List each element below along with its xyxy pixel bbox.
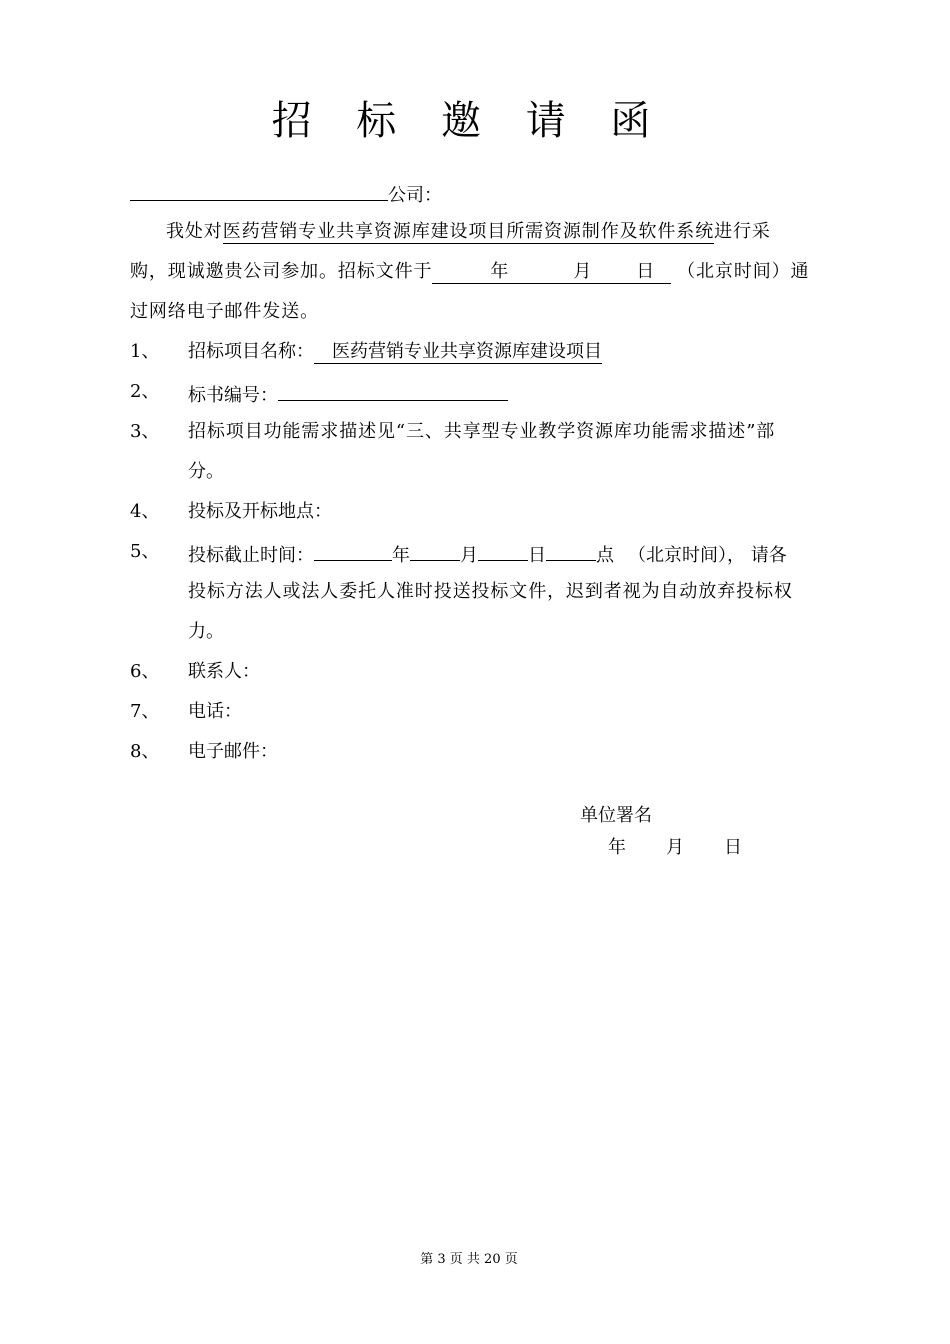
intro-line2-b: （北京时间）通: [677, 261, 810, 282]
company-suffix: 公司：: [388, 185, 442, 206]
item-4: 投标及开标地点：: [188, 501, 332, 522]
item-7-number: 7、: [130, 701, 160, 722]
intro-line-2: [130, 260, 809, 284]
item-5-line-1: 投标截止时间： 年 月 日 点 （北京时间）， 请各: [188, 540, 787, 568]
item-8: 电子邮件：: [188, 741, 278, 762]
intro-line-1: [166, 220, 771, 244]
item-5-line-3: 力。: [188, 621, 224, 642]
item-1-number: 1、: [130, 341, 160, 362]
page-title: 招 标 邀 请 函: [271, 98, 667, 144]
intro-suffix: 进行采: [714, 221, 771, 242]
item-6: 联系人：: [188, 661, 260, 682]
item-4-number: 4、: [130, 501, 160, 522]
intro-project-name: 医药营销专业共享资源库建设项目所需资源制作及软件系统: [222, 221, 715, 242]
page-footer: 第 3 页 共 20 页: [420, 1252, 518, 1267]
item-2: 标书编号：: [188, 380, 508, 408]
item-5-number: 5、: [130, 541, 160, 562]
item-1: 招标项目名称： 医药营销专业共享资源库建设项目: [188, 341, 602, 362]
intro-line-3: 过网络电子邮件发送。: [130, 301, 319, 322]
intro-date-blank: 年 月 日: [432, 261, 671, 284]
item-1-value: 医药营销专业共享资源库建设项目: [314, 341, 602, 364]
intro-prefix: 我处对: [166, 221, 223, 242]
company-blank: [130, 180, 388, 201]
item-7: 电话：: [188, 701, 242, 722]
item-5-line-2: 投标方法人或法人委托人准时投送投标文件，迟到者视为自动放弃投标权: [188, 581, 793, 602]
intro-line2-a: 购，现诚邀贵公司参加。招标文件于: [130, 261, 433, 282]
item-3-line-1: 招标项目功能需求描述见“三、共享型专业教学资源库功能需求描述”部: [188, 421, 776, 442]
item-2-number: 2、: [130, 381, 160, 402]
company-line: [130, 180, 442, 208]
item-8-number: 8、: [130, 741, 160, 762]
item-6-number: 6、: [130, 661, 160, 682]
bid-number-blank: [278, 380, 508, 401]
signature-date: 年 月 日: [608, 837, 742, 858]
signature-unit: 单位署名: [580, 805, 652, 826]
item-3-number: 3、: [130, 421, 160, 442]
item-3-line-2: 分。: [188, 461, 224, 482]
